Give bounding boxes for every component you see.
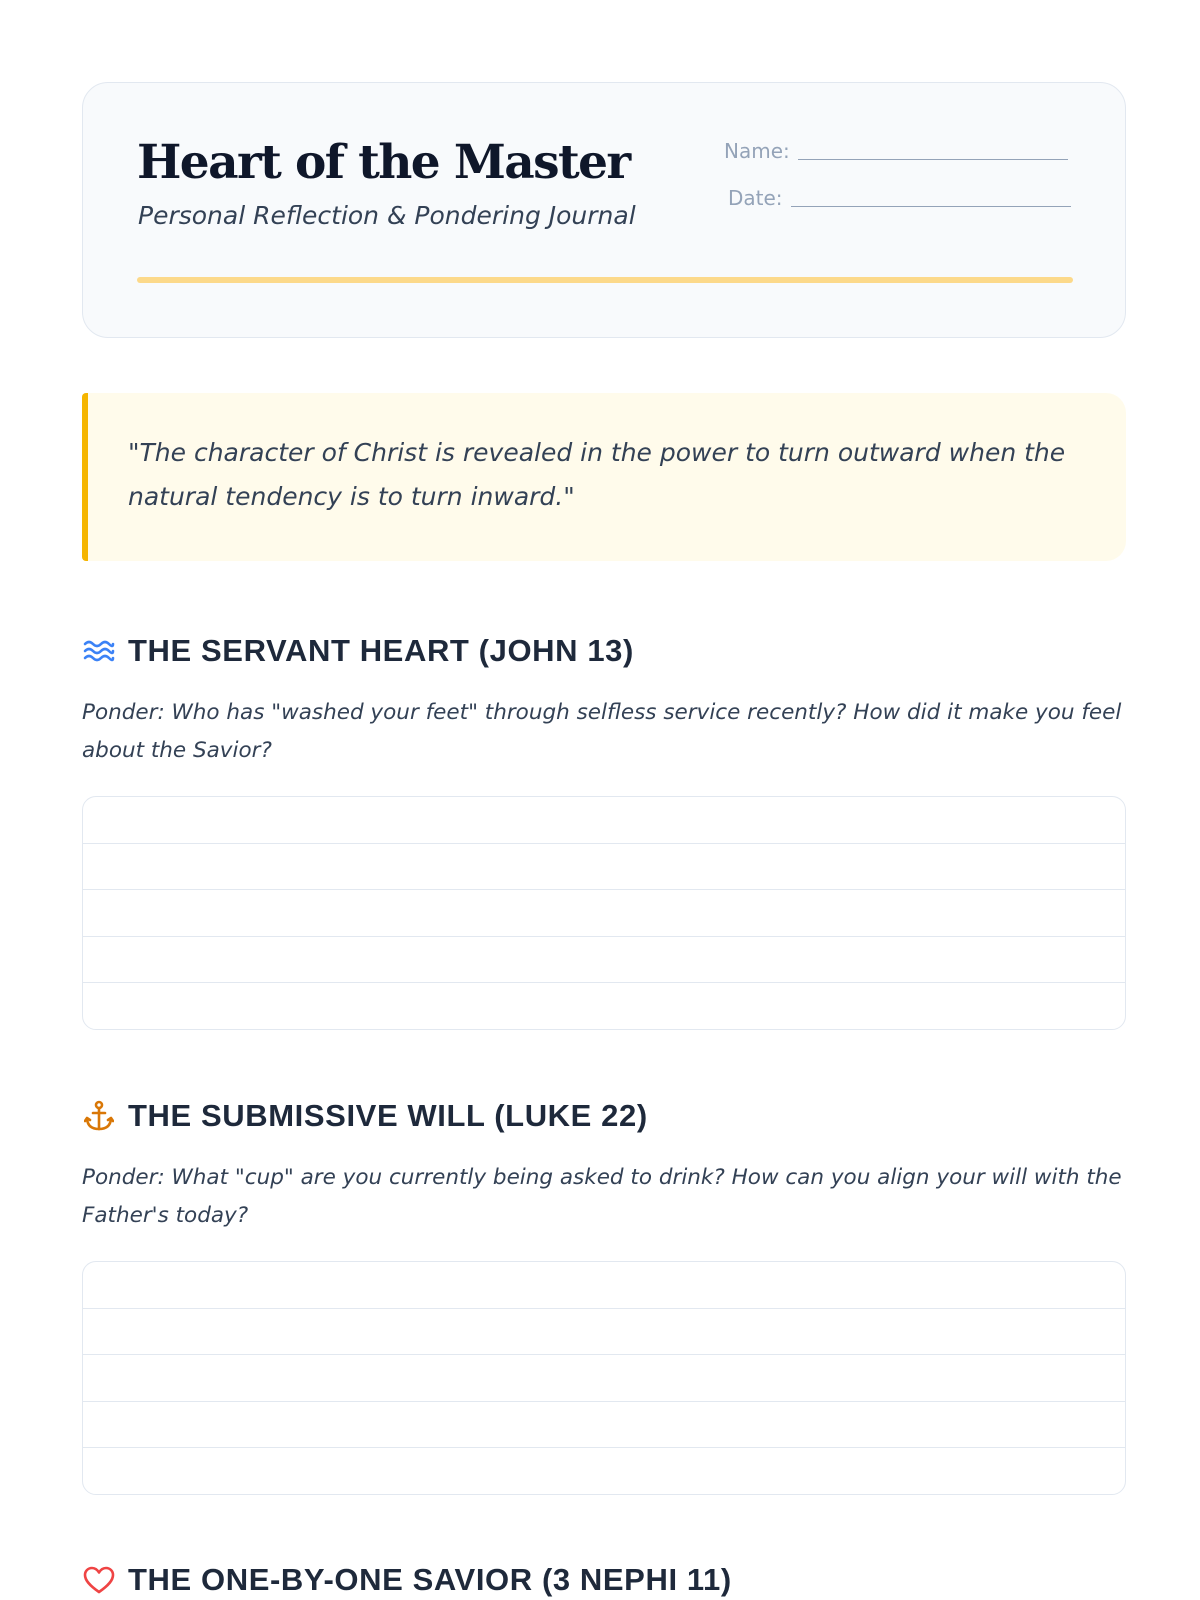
header-card <box>82 82 1126 338</box>
writing-line[interactable] <box>83 983 1125 1030</box>
section-prompt: Ponder: What "cup" are you currently being asked to drink? How can you align your will with the Father's today? <box>82 1165 1122 1228</box>
page-title: Heart of the Master <box>137 135 630 190</box>
date-label: Date: <box>728 186 783 210</box>
header-divider <box>137 277 1073 283</box>
section-heading-one-by-one <box>82 1562 732 1598</box>
writing-line[interactable] <box>83 844 1125 891</box>
section-title: THE SUBMISSIVE WILL (LUKE 22) <box>128 1098 648 1133</box>
water-icon <box>82 634 116 668</box>
date-line[interactable] <box>791 206 1071 207</box>
writing-line[interactable] <box>83 890 1125 937</box>
quote-text: "The character of Christ is revealed in the power to turn outward when the natural tendency is to turn inward." <box>128 438 1066 511</box>
heart-icon <box>82 1563 116 1597</box>
name-field[interactable] <box>724 139 1068 163</box>
section-heading-servant-heart <box>82 633 634 669</box>
section-title: THE ONE-BY-ONE SAVIOR (3 NEPHI 11) <box>128 1562 732 1597</box>
name-label: Name: <box>724 139 790 163</box>
writing-line[interactable] <box>83 1448 1125 1495</box>
writing-area[interactable] <box>82 1261 1126 1495</box>
page-subtitle: Personal Reflection & Pondering Journal <box>138 201 636 230</box>
writing-line[interactable] <box>83 797 1125 844</box>
writing-line[interactable] <box>83 937 1125 984</box>
writing-line[interactable] <box>83 1262 1125 1309</box>
quote-callout <box>82 393 1126 561</box>
writing-line[interactable] <box>83 1355 1125 1402</box>
writing-line[interactable] <box>83 1309 1125 1356</box>
date-field[interactable] <box>728 186 1071 210</box>
name-line[interactable] <box>798 159 1068 160</box>
anchor-icon <box>82 1099 116 1133</box>
section-title: THE SERVANT HEART (JOHN 13) <box>128 633 634 668</box>
writing-line[interactable] <box>83 1402 1125 1449</box>
section-prompt: Ponder: Who has "washed your feet" through selfless service recently? How did it make you feel about the Savior? <box>82 700 1122 763</box>
writing-area[interactable] <box>82 796 1126 1030</box>
section-heading-submissive-will <box>82 1098 648 1134</box>
